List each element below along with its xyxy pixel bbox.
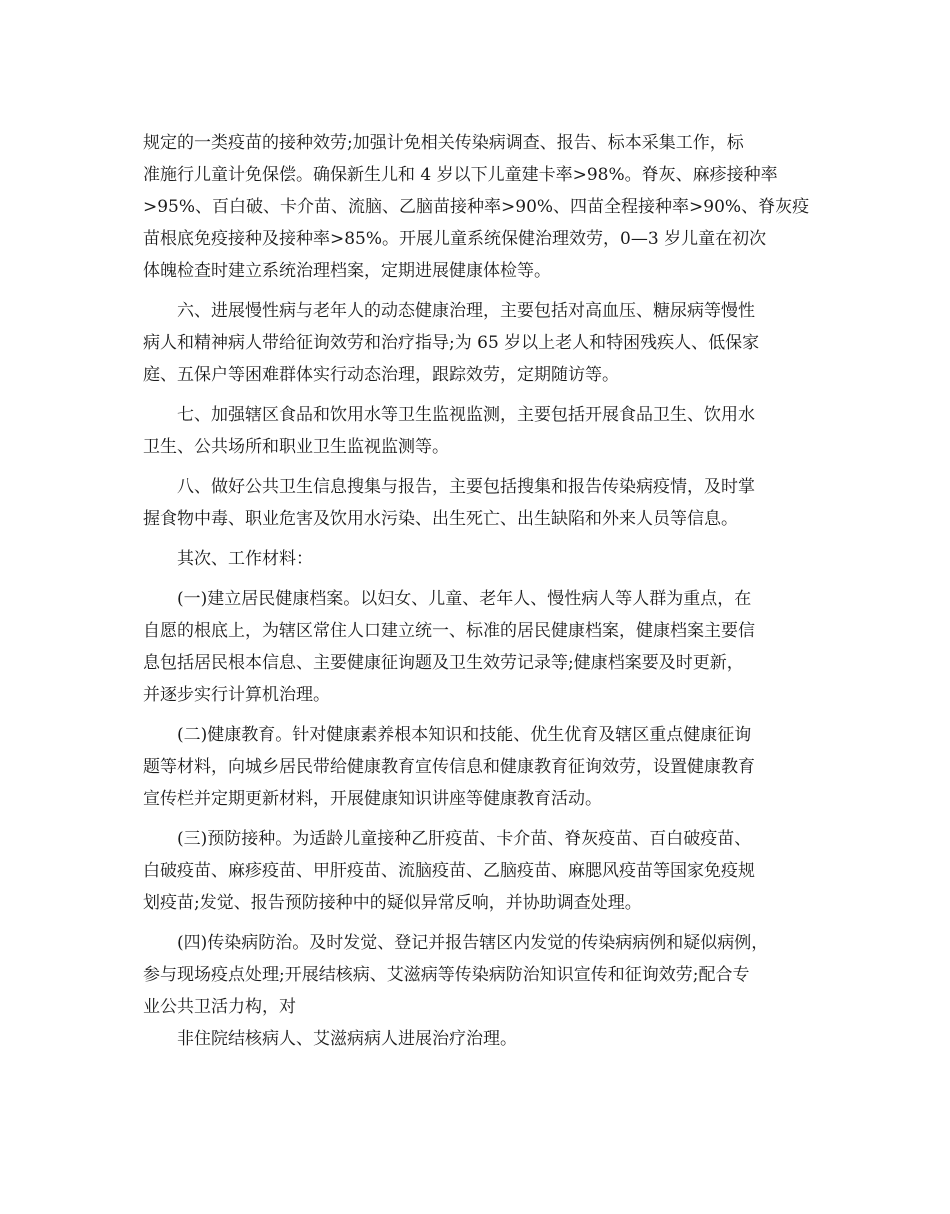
- paragraph-item-seven: [143, 399, 813, 463]
- text-line: 准施行儿童计免保偿。确保新生儿和 4 岁以下儿童建卡率>98%。脊灰、麻疹接种率: [143, 165, 778, 185]
- paragraph-treatment-management: [143, 1023, 813, 1055]
- paragraph-item-eight: [143, 471, 813, 535]
- text-line: >95%、百白破、卡介苗、流脑、乙脑苗接种率>90%、四苗全程接种率>90%、脊灰疫: [143, 197, 810, 217]
- paragraph-health-records: [143, 583, 813, 711]
- text-line: 划疫苗;发觉、报告预防接种中的疑似异常反响，并协助调查处理。: [143, 893, 642, 913]
- text-line: 并逐步实行计算机治理。: [143, 685, 330, 705]
- text-line: (四)传染病防治。及时发觉、登记并报告辖区内发觉的传染病病例和疑似病例，: [177, 933, 769, 953]
- text-line: 体魄检查时建立系统治理档案，定期进展健康体检等。: [143, 261, 551, 281]
- text-line: 参与现场疫点处理;开展结核病、艾滋病等传染病防治知识宣传和征询效劳;配合专: [143, 965, 750, 985]
- text-line: (二)健康教育。针对健康素养根本知识和技能、优生优育及辖区重点健康征询: [177, 725, 752, 745]
- text-line: 握食物中毒、职业危害及饮用水污染、出生死亡、出生缺陷和外来人员等信息。: [143, 509, 738, 529]
- text-line: (三)预防接种。为适龄儿童接种乙肝疫苗、卡介苗、脊灰疫苗、百白破疫苗、: [177, 829, 752, 849]
- text-line: 规定的一类疫苗的接种效劳;加强计免相关传染病调查、报告、标本采集工作，标: [143, 133, 744, 153]
- paragraph-infectious-disease: [143, 927, 813, 1023]
- text-line: 业公共卫活力构，对: [143, 997, 296, 1017]
- paragraph-vaccination: [143, 823, 813, 919]
- text-line: 庭、五保户等困难群体实行动态治理，跟踪效劳，定期随访等。: [143, 365, 619, 385]
- text-line: 六、进展慢性病与老年人的动态健康治理，主要包括对高血压、糖尿病等慢性: [177, 301, 755, 321]
- text-line: 苗根底免疫接种及接种率>85%。开展儿童系统保健治理效劳，0—3 岁儿童在初次: [143, 229, 767, 249]
- text-line: 宣传栏并定期更新材料，开展健康知识讲座等健康教育活动。: [143, 789, 602, 809]
- text-line: (一)建立居民健康档案。以妇女、儿童、老年人、慢性病人等人群为重点，在: [177, 589, 752, 609]
- document-body: [143, 127, 813, 1055]
- paragraph-item-six: [143, 295, 813, 391]
- text-line: 其次、工作材料：: [177, 549, 313, 569]
- text-line: 非住院结核病人、艾滋病病人进展治疗治理。: [177, 1029, 517, 1049]
- paragraph-health-education: [143, 719, 813, 815]
- text-line: 卫生、公共场所和职业卫生监视监测等。: [143, 437, 449, 457]
- text-line: 题等材料，向城乡居民带给健康教育宣传信息和健康教育征询效劳，设置健康教育: [143, 757, 755, 777]
- text-line: 八、做好公共卫生信息搜集与报告，主要包括搜集和报告传染病疫情，及时掌: [177, 477, 755, 497]
- text-line: 息包括居民根本信息、主要健康征询题及卫生效劳记录等;健康档案要及时更新，: [143, 653, 744, 673]
- section-heading-work-materials: [143, 543, 813, 575]
- text-line: 七、加强辖区食品和饮用水等卫生监视监测，主要包括开展食品卫生、饮用水: [177, 405, 755, 425]
- paragraph-immunization-continued: [143, 127, 813, 287]
- text-line: 病人和精神病人带给征询效劳和治疗指导;为 65 岁以上老人和特困残疾人、低保家: [143, 333, 760, 353]
- text-line: 自愿的根底上，为辖区常住人口建立统一、标准的居民健康档案，健康档案主要信: [143, 621, 755, 641]
- text-line: 白破疫苗、麻疹疫苗、甲肝疫苗、流脑疫苗、乙脑疫苗、麻腮风疫苗等国家免疫规: [143, 861, 755, 881]
